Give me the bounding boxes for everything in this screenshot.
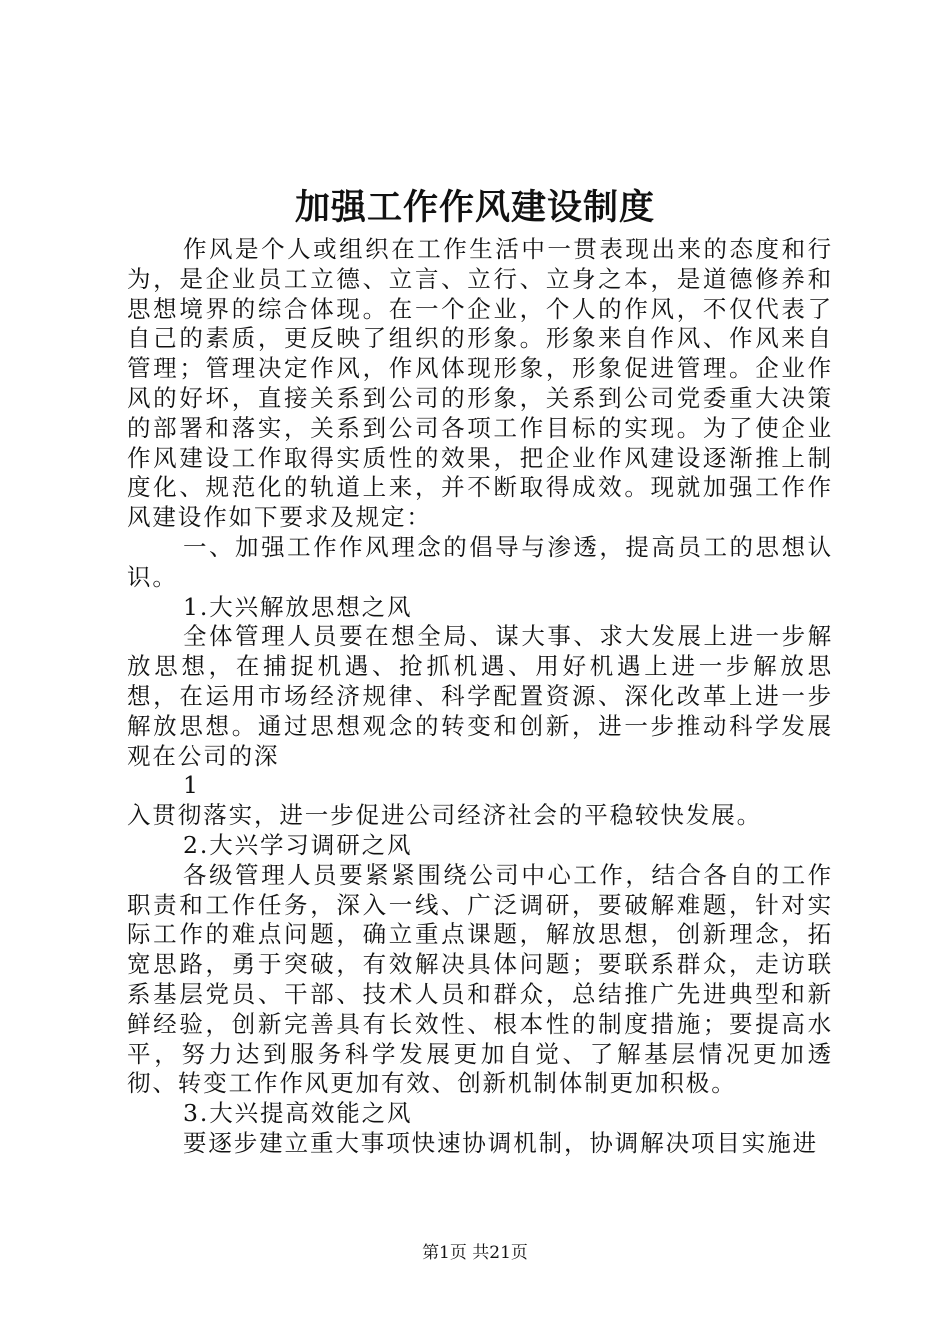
subheading-1: 1.大兴解放思想之风 bbox=[183, 592, 413, 621]
page-number-mark: 1 bbox=[183, 771, 200, 800]
document-title: 加强工作作风建设制度 bbox=[294, 187, 655, 228]
paragraph-3: 要逐步建立重大事项快速协调机制，协调解决项目实施进 bbox=[183, 1128, 818, 1157]
subheading-2: 2.大兴学习调研之风 bbox=[183, 830, 413, 859]
paragraph-intro: 作风是个人或组织在工作生活中一贯表现出来的态度和行为，是企业员工立德、立言、立行、立身之本，是道德修养和思想境界的综合体现。在一个企业，个人的作风，不仅代表了自己的素质，更反映了组织的形象。形象来自作风、作风来自管理；管理决定作风，作风体现形象，形象促进管理。企业作风的好坏，直接关系到公司的形象，关系到公司党委重大决策的部署和落实，关系到公司各项工作目标的实现。为了使企业作风建设工作取得实质性的效果，把企业作风建设逐渐推上制度化、规范化的轨道上来，并不断取得成效。现就加强工作作风建设作如下要求及规定： bbox=[127, 235, 833, 532]
paragraph-1-continued: 入贯彻落实，进一步促进公司经济社会的平稳较快发展。 bbox=[127, 801, 762, 830]
paragraph-1: 全体管理人员要在想全局、谋大事、求大发展上进一步解放思想，在捕捉机遇、抢抓机遇、用好机遇上进一步解放思想，在运用市场经济规律、科学配置资源、深化改革上进一步解放思想。通过思想观念的转变和创新，进一步推动科学发展观在公司的深 bbox=[127, 622, 833, 770]
page-footer: 第1页 共21页 bbox=[422, 1243, 528, 1263]
subheading-3: 3.大兴提高效能之风 bbox=[183, 1099, 413, 1128]
paragraph-2: 各级管理人员要紧紧围绕公司中心工作，结合各自的工作职责和工作任务，深入一线、广泛调研，要破解难题，针对实际工作的难点问题，确立重点课题，解放思想，创新理念，拓宽思路，勇于突破，有效解决具体问题；要联系群众，走访联系基层党员、干部、技术人员和群众，总结推广先进典型和新鲜经验，创新完善具有长效性、根本性的制度措施；要提高水平，努力达到服务科学发展更加自觉、了解基层情况更加透彻、转变工作作风更加有效、创新机制体制更加积极。 bbox=[127, 860, 833, 1098]
document-body bbox=[127, 235, 833, 1159]
section-heading-1: 一、加强工作作风理念的倡导与渗透，提高员工的思想认识。 bbox=[127, 532, 833, 591]
